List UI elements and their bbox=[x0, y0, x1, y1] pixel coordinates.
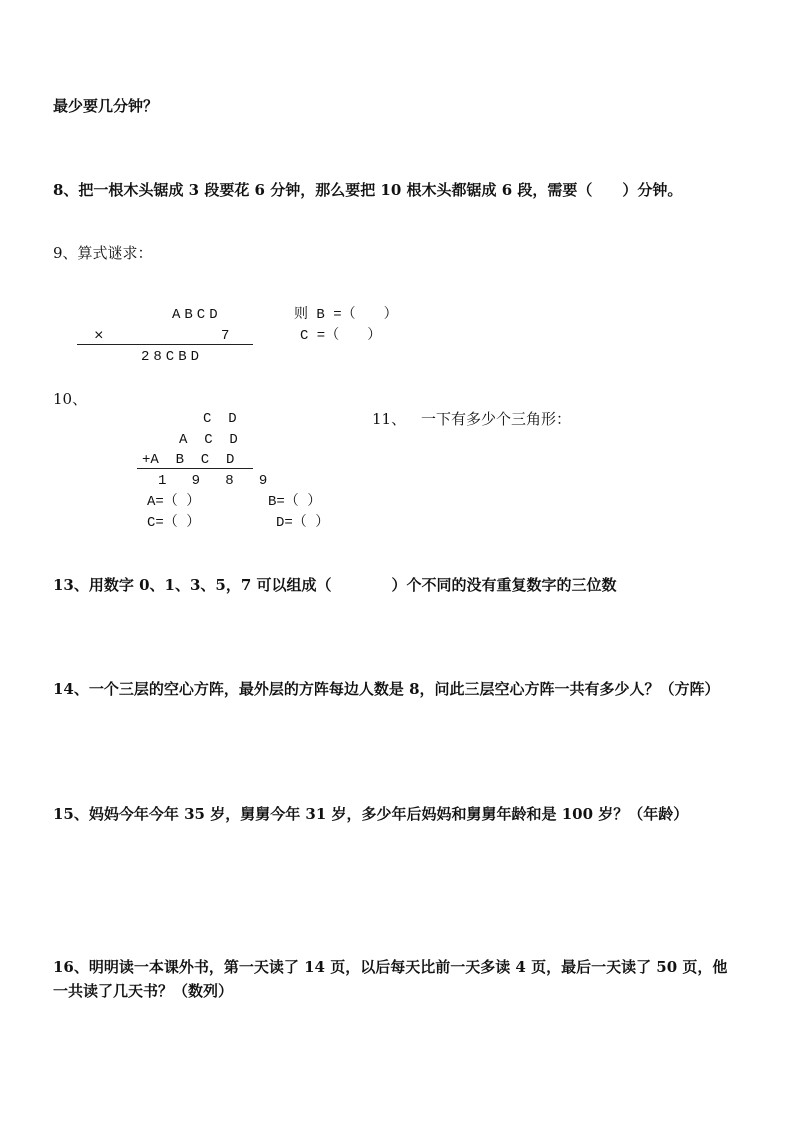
question-8: 8、把一根木头锯成 3 段要花 6 分钟，那么要把 10 根木头都锯成 6 段，需要（ ）分钟。 bbox=[53, 181, 683, 199]
puzzle10-rule bbox=[137, 468, 253, 469]
puzzle10-answer-b: B=（ ） bbox=[268, 494, 322, 510]
question-7-tail: 最少要几分钟？ bbox=[53, 97, 159, 115]
puzzle10-row3: +A B C D bbox=[142, 452, 235, 468]
puzzle10-answer-c: C=（ ） bbox=[147, 515, 201, 531]
question-10: 10、 bbox=[53, 390, 88, 408]
question-11: 一下有多少个三角形： bbox=[421, 410, 572, 428]
puzzle9-result: 28CBD bbox=[141, 349, 204, 365]
puzzle9-rule bbox=[77, 344, 253, 345]
puzzle9-times: × bbox=[94, 327, 104, 345]
question-16-line2: 一共读了几天书？（数列） bbox=[53, 982, 234, 1000]
question-13: 13、用数字 0、1、3、5，7 可以组成（ ）个不同的没有重复数字的三位数 bbox=[53, 576, 617, 594]
question-15: 15、妈妈今年今年 35 岁，舅舅今年 31 岁，多少年后妈妈和舅舅年龄和是 100 岁？（年龄） bbox=[53, 805, 689, 823]
puzzle10-answer-d: D=（ ） bbox=[276, 515, 330, 531]
puzzle9-answer-c: C =（ ） bbox=[300, 328, 382, 344]
question-16-line1: 16、明明读一本课外书，第一天读了 14 页，以后每天比前一天多读 4 页，最后一天读了 50 页，他 bbox=[53, 958, 728, 976]
question-11-number: 11、 bbox=[372, 410, 407, 428]
puzzle10-row2: A C D bbox=[179, 432, 238, 448]
puzzle9-row2: 7 bbox=[221, 328, 230, 344]
question-14: 14、一个三层的空心方阵，最外层的方阵每边人数是 8，问此三层空心方阵一共有多少人？（方阵） bbox=[53, 680, 720, 698]
question-9: 9、算式谜求： bbox=[53, 244, 153, 262]
puzzle10-answer-a: A=（ ） bbox=[147, 494, 201, 510]
puzzle9-row1: ABCD bbox=[172, 307, 222, 323]
puzzle10-row4: 1 9 8 9 bbox=[158, 473, 268, 489]
puzzle9-answer-b: 则 B =（ ） bbox=[294, 307, 398, 323]
puzzle10-row1: C D bbox=[203, 411, 237, 427]
